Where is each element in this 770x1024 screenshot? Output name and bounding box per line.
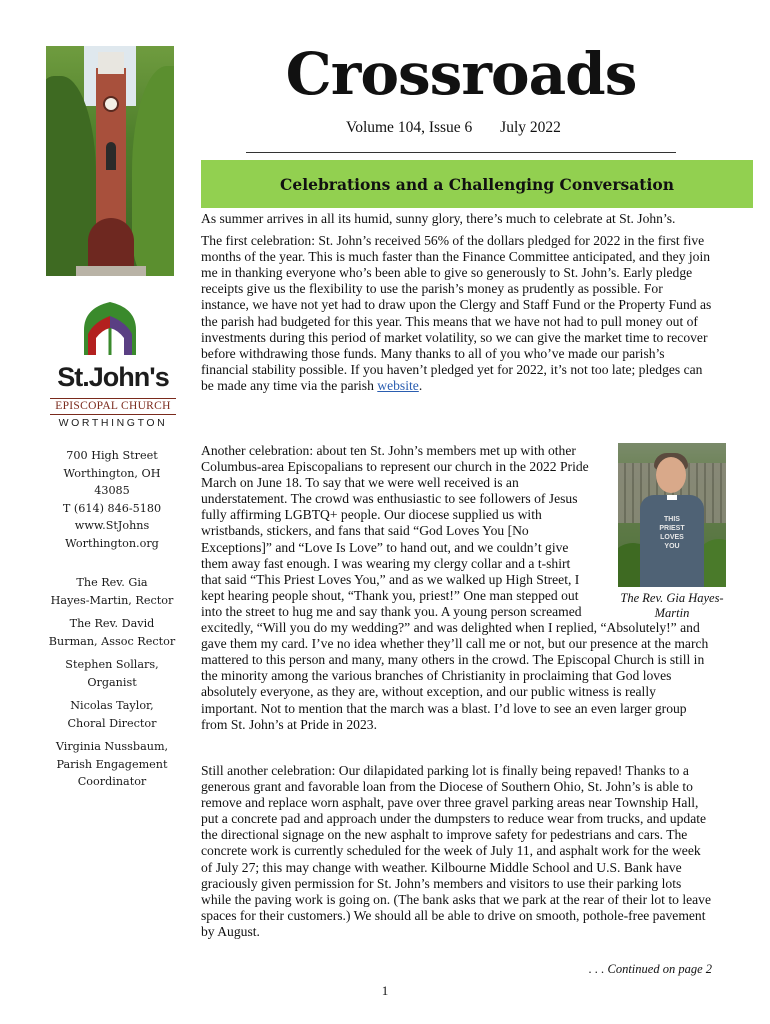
page-number: 1 (381, 983, 389, 998)
logo-name: St.John's (57, 362, 169, 392)
article-intro (201, 211, 713, 400)
paragraph-1: As summer arrives in all its humid, sunny glory, there’s much to celebrate at St. John’s. (201, 211, 676, 226)
logo-city: WORTHINGTON (58, 417, 168, 429)
paragraph-3: Another celebration: about ten St. John’s members met up with other Columbus-area Episcopalians to represent our church in the 2022 Pride March on June 18. To say that we were well received is an understatement. The crowd was enthusiastic to see followers of Jesus fully affirming LGBTQ+ people. Our diocese supplied us with wristbands, stickers, and fans that said “God Loves You [No Exceptions]” and “Love Is Love” to hand out, and we couldn’t give them away fast enough. I was wearing my clergy collar and a t-shirt that said “This Priest Loves You,” and as we walked up High Street, I kept hearing people shout, “Thank you, priest!” One man stepped out into the street to hug me and say thank you. A young person screamed excitedly, “Will you do my wedding?” and was delighted when I replied, “Absolutely!” and gave them my card. I’ve no idea whether they’ll call me or not, but our presence at the march mattered to this person and many, many others in the crowd. The Episcopal Church is still in the minority among the various branches of Christianity in proclaiming that God loves absolutely everyone, as they are, without exception, and our public witness is really important. Not to mention that the march was a blast. I’d love to see an even larger group from St. John’s at Pride in 2023. (201, 443, 709, 732)
shirt-text: THIS PRIEST LOVES YOU (659, 516, 685, 550)
staff-engagement-coordinator: Virginia Nussbaum, Parish Engagement Coordinator (55, 740, 169, 788)
staff-list (44, 574, 180, 791)
article-title: Celebrations and a Challenging Conversation (280, 175, 674, 194)
article-banner (201, 160, 753, 208)
sidebar-info (44, 447, 180, 797)
paragraph-4: Still another celebration: Our dilapidated parking lot is finally being repaved! Thanks to a generous grant and favorable loan from the Diocese of Southern Ohio, St. John’s is able to remove and replace worn asphalt, pave over three gravel parking areas near Township Hall, put a concrete pad and approach under the dumpsters to reduce wear from trucks, and update the directional signage on the new asphalt to improve safety for pedestrians and cars. The concrete work is currently scheduled for the week of July 11, and asphalt work for the week of July 27; this may change with weather. Kilbourne Middle School and U.S. Bank have graciously given permission for St. John’s members and visitors to use their parking lots while the paving work is going on. (The bank asks that we park at the rear of their lot to leave spaces for their customers.) We should all be able to drive on smooth, pothole-free pavement by August. (201, 763, 711, 939)
address-line: 700 High Street (66, 449, 158, 462)
rector-photo (618, 443, 726, 587)
address-line: 43085 (94, 484, 130, 497)
masthead-divider (246, 152, 676, 153)
website-line: www.StJohns (74, 519, 150, 532)
staff-choral-director: Nicolas Taylor, Choral Director (67, 699, 157, 730)
issue-line (346, 119, 561, 137)
website-line: Worthington.org (65, 536, 159, 550)
logo-subtitle: EPISCOPAL CHURCH (55, 400, 171, 412)
address-line: Worthington, OH (63, 466, 161, 480)
church-photo (46, 46, 174, 276)
continued-note: . . . Continued on page 2 (588, 962, 712, 976)
issue-date: July 2022 (500, 119, 561, 136)
phone-number: T (614) 846-5180 (62, 501, 162, 515)
photo-caption: The Rev. Gia Hayes-Martin (620, 591, 724, 620)
paragraph-2: The first celebration: St. John’s received 56% of the dollars pledged for 2022 in the first five months of the year. This is much faster than the Finance Committee anticipated, and they join me in thanking everyone who’s been able to give so generously to St. John’s. Early pledge receipts give us the flexibility to use the parish’s money as prudently as possible. For instance, we have not yet had to draw upon the Clergy and Staff Fund or the Property Fund as the parish had budgeted for this year. This means that we have not had to pull money out of investments during this period of market volatility, so we can give the market time to recover before withdrawing those funds. Many thanks to all of you who’ve made our parish’s financial stability possible. If you haven’t pledged yet for 2022, it’s not too late; pledges can be made any time via the parish website. (201, 233, 712, 393)
staff-organist: Stephen Sollars, Organist (65, 658, 159, 689)
staff-rector: The Rev. Gia Hayes-Martin, Rector (50, 576, 174, 607)
church-address (44, 447, 180, 552)
clock-icon (103, 96, 119, 112)
newsletter-title: Crossroads (285, 40, 637, 108)
website-link[interactable]: website (377, 377, 419, 393)
volume-issue: Volume 104, Issue 6 (346, 119, 473, 136)
staff-assoc-rector: The Rev. David Burman, Assoc Rector (48, 617, 176, 648)
